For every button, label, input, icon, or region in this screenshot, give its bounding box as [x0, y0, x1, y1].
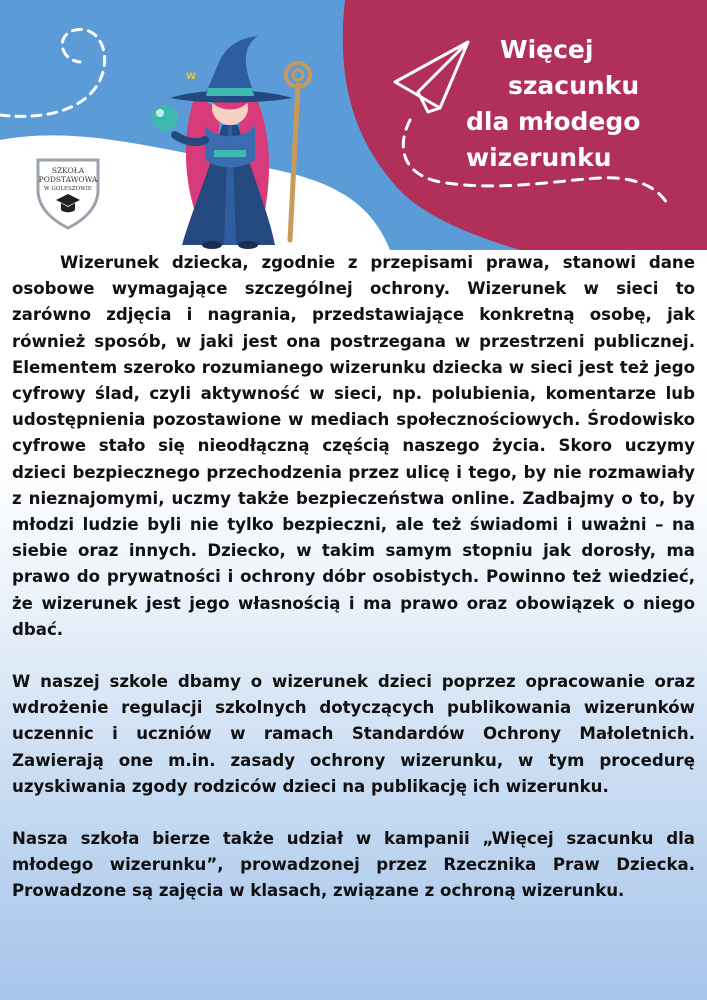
paragraph-school-regulations: W naszej szkole dbamy o wizerunek dzieci poprzez opracowanie oraz wdrożenie regulacji szkolnych dotyczących publikowania wizerunków uczennic i uczniów w ramach Standardów Ochrony Małoletnich. Zawierają one m.in. zasady ochrony wizerunku, w tym procedurę uzyskiwania zgody rodziców dzieci na publikację ich wizerunku.	[12, 672, 695, 796]
title-line-4: wizerunku	[466, 143, 612, 172]
title-line-3: dla młodego	[466, 107, 641, 136]
paragraph-campaign: Nasza szkoła bierze także udział w kampanii „Więcej szacunku dla młodego wizerunku”, prowadzonej przez Rzecznika Praw Dziecka. Prowadzone są zajęcia w klasach, związane z ochroną wizerunku.	[12, 829, 695, 901]
svg-text:W: W	[186, 72, 196, 82]
badge-line-2: PODSTAWOWA	[38, 175, 98, 184]
article-body	[12, 250, 695, 905]
campaign-title	[456, 32, 656, 176]
title-line-1: Więcej	[500, 35, 594, 64]
badge-line-3: W GOLESZOWIE	[44, 186, 92, 192]
header-banner	[0, 0, 707, 250]
title-line-2: szacunku	[508, 71, 640, 100]
badge-line-1: SZKOŁA	[51, 166, 85, 175]
paragraph-image-protection: Wizerunek dziecka, zgodnie z przepisami prawa, stanowi dane osobowe wymagające szczególnej ochrony. Wizerunek w sieci to zarówno zdjęcia i nagrania, przedstawiające konkretną osobę, jak również sposób, w jaki jest ona postrzegana w przestrzeni publicznej. Elementem szeroko rozumianego wizerunku dziecka w sieci jest też jego cyfrowy ślad, czyli aktywność w sieci, np. polubienia, komentarze lub udostępnienia pozostawione w mediach społecznościowych. Środowisko cyfrowe stało się nieodłączną częścią naszego życia. Skoro uczymy dzieci bezpiecznego przechodzenia przez ulicę i tego, by nie rozmawiały z nieznajomymi, uczmy także bezpieczeństwa online. Zadbajmy o to, by młodzi ludzie byli nie tylko bezpieczni, ale też świadomi i uważni – na siebie oraz innych. Dziecko, w takim samym stopniu jak dorosły, ma prawo do prywatności i ochrony dóbr osobistych. Powinno też wiedzieć, że wizerunek jest jego własnością i ma prawo oraz obowiązek o niego dbać.	[12, 253, 695, 639]
